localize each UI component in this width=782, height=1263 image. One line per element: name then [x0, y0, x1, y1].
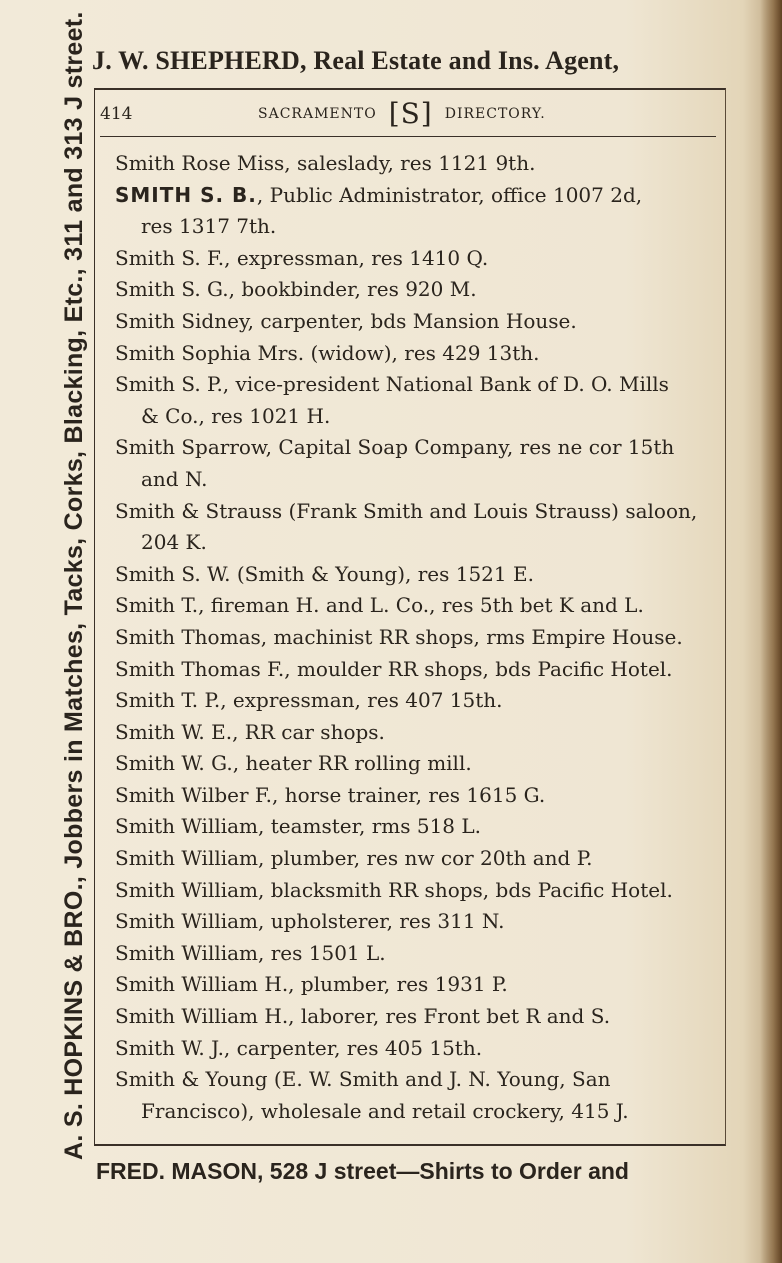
entry-text: Smith William, upholsterer, res 311 N.	[115, 909, 505, 934]
entry-text: Smith William H., plumber, res 1931 P.	[115, 972, 508, 997]
entry-bold-name: SMITH S. B.	[115, 182, 257, 207]
directory-entry	[115, 559, 715, 591]
entry-continuation: res 1317 7th.	[141, 214, 277, 239]
directory-entry	[115, 780, 715, 812]
header-rule	[100, 136, 716, 137]
entry-text: Smith W. G., heater RR rolling mill.	[115, 751, 472, 776]
header-city: SACRAMENTO	[258, 106, 377, 122]
directory-entry	[115, 180, 715, 243]
directory-entry	[115, 1033, 715, 1065]
page-number: 414	[100, 104, 133, 124]
entry-text: Smith T., fireman H. and L. Co., res 5th bet K and L.	[115, 593, 644, 618]
directory-entry	[115, 717, 715, 749]
entry-text: Smith & Strauss (Frank Smith and Louis Strauss) saloon,	[115, 498, 698, 523]
entry-text: , Public Administrator, office 1007 2d,	[256, 182, 643, 207]
directory-entry	[115, 306, 715, 338]
entry-text: Smith W. J., carpenter, res 405 15th.	[115, 1035, 483, 1060]
directory-entry	[115, 748, 715, 780]
entry-continuation: Francisco), wholesale and retail crockery, 415 J.	[141, 1098, 629, 1123]
entry-text: Smith Sparrow, Capital Soap Company, res ne cor 15th	[115, 435, 675, 460]
running-header	[258, 97, 546, 130]
entry-text: Smith William, blacksmith RR shops, bds Pacific Hotel.	[115, 877, 673, 902]
entry-text: Smith Thomas F., moulder RR shops, bds Pacific Hotel.	[115, 656, 673, 681]
entry-continuation: 204 K.	[141, 530, 207, 555]
directory-entry	[115, 938, 715, 970]
entry-text: Smith W. E., RR car shops.	[115, 719, 385, 744]
directory-entry	[115, 243, 715, 275]
directory-entry	[115, 590, 715, 622]
entry-text: Smith William, teamster, rms 518 L.	[115, 814, 482, 839]
entry-text: Smith Sophia Mrs. (widow), res 429 13th.	[115, 340, 540, 365]
directory-entry	[115, 685, 715, 717]
entry-text: Smith S. G., bookbinder, res 920 M.	[115, 277, 477, 302]
entry-text: Smith Thomas, machinist RR shops, rms Empire House.	[115, 624, 683, 649]
directory-entry	[115, 906, 715, 938]
entry-text: Smith S. W. (Smith & Young), res 1521 E.	[115, 561, 534, 586]
directory-entry	[115, 1064, 715, 1127]
header-directory: DIRECTORY.	[444, 106, 546, 122]
directory-entry	[115, 969, 715, 1001]
bottom-advertisement: FRED. MASON, 528 J street—Shirts to Order and	[96, 1158, 629, 1184]
entry-text: Smith S. F., expressman, res 1410 Q.	[115, 245, 489, 270]
entry-continuation: and N.	[141, 466, 208, 491]
entry-text: Smith T. P., expressman, res 407 15th.	[115, 688, 503, 713]
directory-entry	[115, 654, 715, 686]
directory-entry	[115, 811, 715, 843]
top-advertisement: J. W. SHEPHERD, Real Estate and Ins. Agent,	[92, 46, 620, 75]
directory-entry	[115, 369, 715, 432]
directory-entry	[115, 843, 715, 875]
entry-text: Smith William, plumber, res nw cor 20th and P.	[115, 846, 593, 871]
header-letter: [S]	[388, 97, 433, 130]
entry-text: Smith Wilber F., horse trainer, res 1615 G.	[115, 782, 546, 807]
directory-entries	[115, 148, 715, 1127]
directory-entry	[115, 1001, 715, 1033]
directory-entry	[115, 338, 715, 370]
directory-entry	[115, 622, 715, 654]
directory-entry	[115, 148, 715, 180]
page-spine-shadow	[760, 0, 782, 1263]
entry-text: Smith S. P., vice-president National Bank of D. O. Mills	[115, 372, 669, 397]
directory-entry	[115, 432, 715, 495]
directory-entry	[115, 496, 715, 559]
entry-text: Smith William, res 1501 L.	[115, 940, 386, 965]
entry-text: Smith & Young (E. W. Smith and J. N. Young, San	[115, 1067, 611, 1092]
entry-text: Smith Sidney, carpenter, bds Mansion House.	[115, 308, 577, 333]
directory-entry	[115, 875, 715, 907]
entry-text: Smith Rose Miss, saleslady, res 1121 9th.	[115, 151, 536, 175]
entry-continuation: & Co., res 1021 H.	[141, 403, 331, 428]
side-advertisement: A. S. HOPKINS & BRO., Jobbers in Matches, Tacks, Corks, Blacking, Etc., 311 and 313 J street.	[60, 11, 88, 1160]
directory-entry	[115, 274, 715, 306]
entry-text: Smith William H., laborer, res Front bet R and S.	[115, 1004, 611, 1029]
